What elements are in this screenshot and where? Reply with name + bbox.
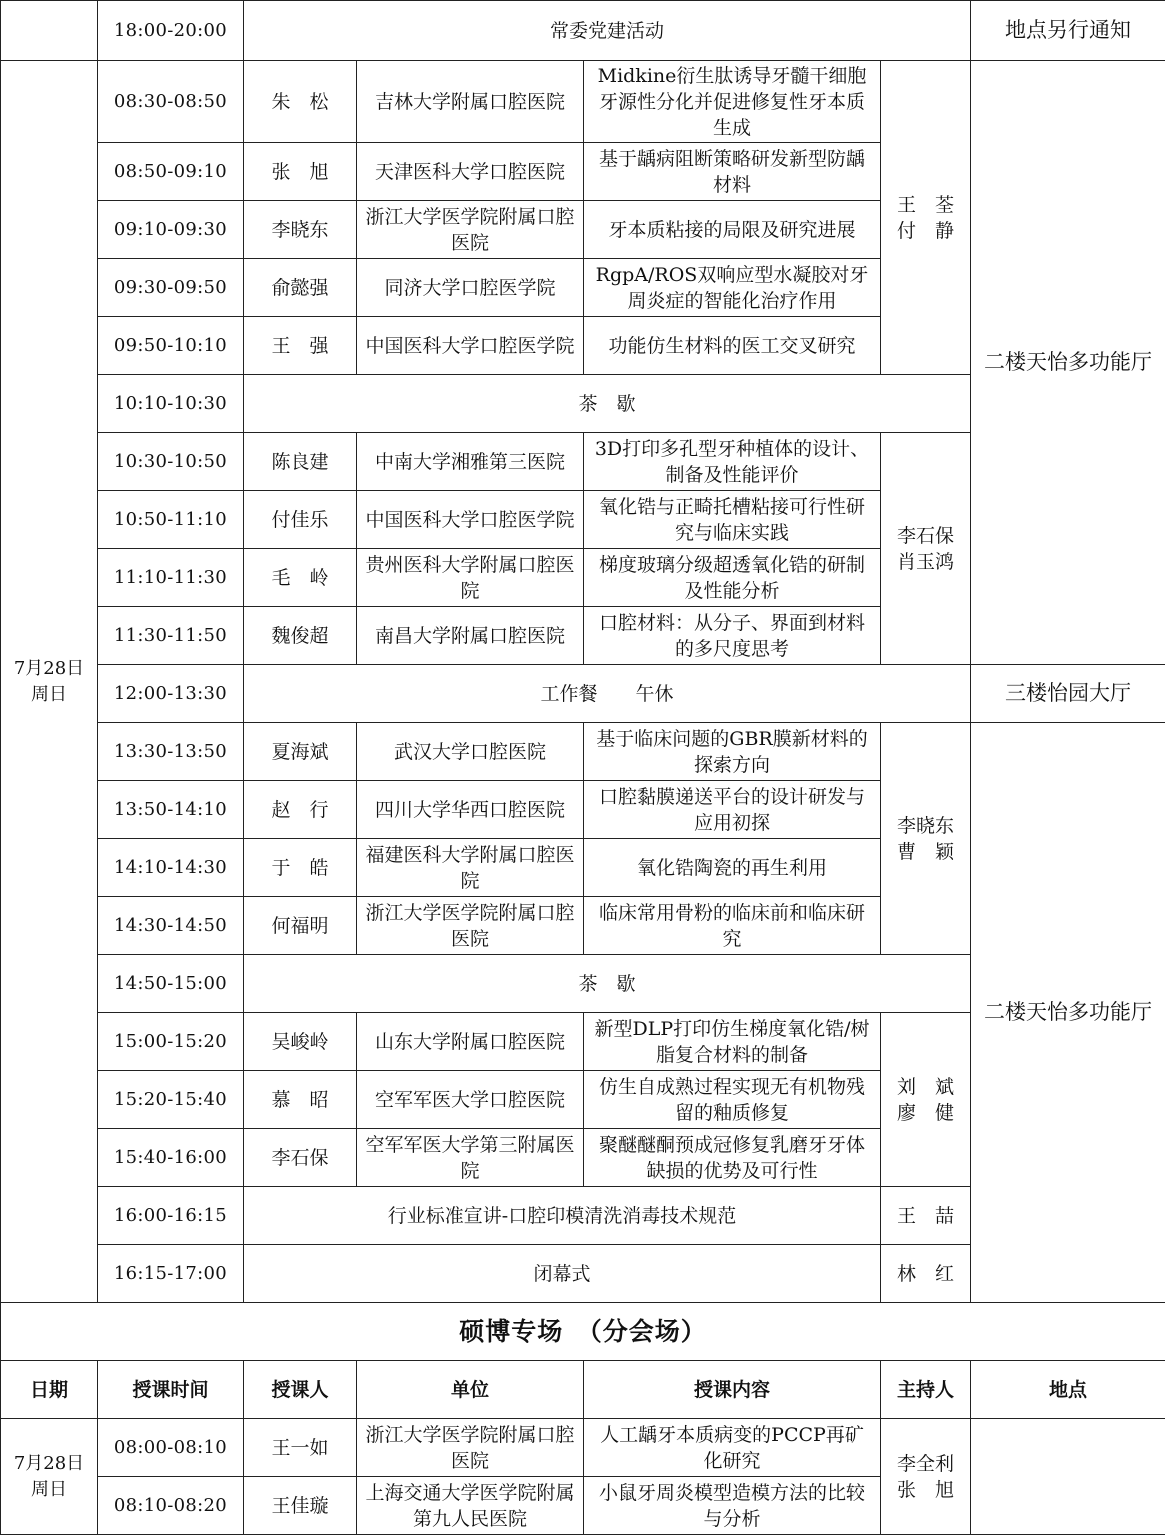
talk-row — [1, 1419, 1165, 1477]
section-title-row — [1, 1303, 1165, 1361]
time-cell: 10:50-11:10 — [98, 491, 244, 549]
talk-row — [1, 61, 1165, 143]
location-cell: 三楼怡园大厅 — [971, 665, 1165, 723]
host-cell: 王 喆 — [881, 1187, 971, 1245]
time-cell: 13:30-13:50 — [98, 723, 244, 781]
topic-cell: 仿生自成熟过程实现无有机物残留的釉质修复 — [584, 1071, 881, 1129]
time-cell: 08:00-08:10 — [98, 1419, 244, 1477]
host-cell: 李晓东 曹 颖 — [881, 723, 971, 955]
time-cell: 15:20-15:40 — [98, 1071, 244, 1129]
speaker-cell: 赵 行 — [244, 781, 357, 839]
topic-cell: 人工龋牙本质病变的PCCP再矿化研究 — [584, 1419, 881, 1477]
session-table — [0, 1302, 1165, 1535]
time-cell: 14:30-14:50 — [98, 897, 244, 955]
unit-cell: 空军军医大学口腔医院 — [357, 1071, 584, 1129]
time-cell: 15:00-15:20 — [98, 1013, 244, 1071]
unit-cell: 南昌大学附属口腔医院 — [357, 607, 584, 665]
standard-label: 行业标准宣讲-口腔印模清洗消毒技术规范 — [244, 1187, 881, 1245]
location-cell: 二楼天怡多功能厅 — [971, 723, 1165, 1303]
event-cell: 常委党建活动 — [244, 1, 971, 61]
topic-cell: 口腔黏膜递送平台的设计研发与应用初探 — [584, 781, 881, 839]
unit-cell: 天津医科大学口腔医院 — [357, 143, 584, 201]
time-cell: 09:30-09:50 — [98, 259, 244, 317]
unit-cell: 中国医科大学口腔医学院 — [357, 491, 584, 549]
header-host: 主持人 — [881, 1361, 971, 1419]
time-cell: 10:10-10:30 — [98, 375, 244, 433]
unit-cell: 浙江大学医学院附属口腔医院 — [357, 1419, 584, 1477]
topic-cell: 聚醚醚酮预成冠修复乳磨牙牙体缺损的优势及可行性 — [584, 1129, 881, 1187]
unit-cell: 浙江大学医学院附属口腔医院 — [357, 201, 584, 259]
unit-cell: 四川大学华西口腔医院 — [357, 781, 584, 839]
speaker-cell: 俞懿强 — [244, 259, 357, 317]
speaker-cell: 吴峻岭 — [244, 1013, 357, 1071]
unit-cell: 浙江大学医学院附属口腔医院 — [357, 897, 584, 955]
topic-cell: 梯度玻璃分级超透氧化锆的研制及性能分析 — [584, 549, 881, 607]
time-cell: 14:50-15:00 — [98, 955, 244, 1013]
speaker-cell: 王佳璇 — [244, 1477, 357, 1535]
lunch-row — [1, 665, 1165, 723]
time-cell: 15:40-16:00 — [98, 1129, 244, 1187]
header-unit: 单位 — [357, 1361, 584, 1419]
speaker-cell: 付佳乐 — [244, 491, 357, 549]
host-cell: 李全利 张 旭 — [881, 1419, 971, 1535]
speaker-cell: 王 强 — [244, 317, 357, 375]
topic-cell: 3D打印多孔型牙种植体的设计、制备及性能评价 — [584, 433, 881, 491]
lunch-label: 工作餐 午休 — [244, 665, 971, 723]
time-cell: 13:50-14:10 — [98, 781, 244, 839]
time-cell: 16:15-17:00 — [98, 1245, 244, 1303]
header-content: 授课内容 — [584, 1361, 881, 1419]
header-time: 授课时间 — [98, 1361, 244, 1419]
location-cell: 地点另行通知 — [971, 1, 1165, 61]
speaker-cell: 于 皓 — [244, 839, 357, 897]
topic-cell: 口腔材料：从分子、界面到材料的多尺度思考 — [584, 607, 881, 665]
header-speaker: 授课人 — [244, 1361, 357, 1419]
speaker-cell: 慕 昭 — [244, 1071, 357, 1129]
speaker-cell: 夏海斌 — [244, 723, 357, 781]
time-cell: 18:00-20:00 — [98, 1, 244, 61]
time-cell: 11:10-11:30 — [98, 549, 244, 607]
location-cell: 二楼天怡多功能厅 — [971, 61, 1165, 665]
speaker-cell: 陈良建 — [244, 433, 357, 491]
topic-cell: RgpA/ROS双响应型水凝胶对牙周炎症的智能化治疗作用 — [584, 259, 881, 317]
time-cell: 09:50-10:10 — [98, 317, 244, 375]
time-cell: 08:10-08:20 — [98, 1477, 244, 1535]
topic-cell: 新型DLP打印仿生梯度氧化锆/树脂复合材料的制备 — [584, 1013, 881, 1071]
topic-cell: 基于临床问题的GBR膜新材料的探索方向 — [584, 723, 881, 781]
topic-cell: 牙本质粘接的局限及研究进展 — [584, 201, 881, 259]
unit-cell: 吉林大学附属口腔医院 — [357, 61, 584, 143]
speaker-cell: 王一如 — [244, 1419, 357, 1477]
section-title: 硕博专场 （分会场） — [1, 1303, 1165, 1361]
topic-cell: 临床常用骨粉的临床前和临床研究 — [584, 897, 881, 955]
unit-cell: 山东大学附属口腔医院 — [357, 1013, 584, 1071]
time-cell: 08:50-09:10 — [98, 143, 244, 201]
speaker-cell: 魏俊超 — [244, 607, 357, 665]
date-cell: 7月28日 周日 — [1, 61, 98, 1303]
unit-cell: 武汉大学口腔医院 — [357, 723, 584, 781]
speaker-cell: 李晓东 — [244, 201, 357, 259]
unit-cell: 空军军医大学第三附属医院 — [357, 1129, 584, 1187]
topic-cell: 小鼠牙周炎模型造模方法的比较与分析 — [584, 1477, 881, 1535]
header-date: 日期 — [1, 1361, 98, 1419]
unit-cell: 中国医科大学口腔医学院 — [357, 317, 584, 375]
break-label: 茶 歇 — [244, 375, 971, 433]
host-cell: 李石保 肖玉鸿 — [881, 433, 971, 665]
time-cell: 11:30-11:50 — [98, 607, 244, 665]
topic-cell: Midkine衍生肽诱导牙髓干细胞牙源性分化并促进修复性牙本质生成 — [584, 61, 881, 143]
date-cell: 7月28日 周日 — [1, 1419, 98, 1535]
speaker-cell: 朱 松 — [244, 61, 357, 143]
topic-cell: 功能仿生材料的医工交叉研究 — [584, 317, 881, 375]
unit-cell: 福建医科大学附属口腔医院 — [357, 839, 584, 897]
host-cell: 刘 斌 廖 健 — [881, 1013, 971, 1187]
unit-cell: 贵州医科大学附属口腔医院 — [357, 549, 584, 607]
closing-label: 闭幕式 — [244, 1245, 881, 1303]
host-cell: 林 红 — [881, 1245, 971, 1303]
header-location: 地点 — [971, 1361, 1165, 1419]
topic-cell: 氧化锆陶瓷的再生利用 — [584, 839, 881, 897]
header-row — [1, 1361, 1165, 1419]
time-cell: 08:30-08:50 — [98, 61, 244, 143]
time-cell: 10:30-10:50 — [98, 433, 244, 491]
time-cell: 12:00-13:30 — [98, 665, 244, 723]
blank-date-cell — [1, 1, 98, 61]
unit-cell: 上海交通大学医学院附属第九人民医院 — [357, 1477, 584, 1535]
speaker-cell: 李石保 — [244, 1129, 357, 1187]
host-cell: 王 荃 付 静 — [881, 61, 971, 375]
unit-cell: 同济大学口腔医学院 — [357, 259, 584, 317]
topic-cell: 氧化锆与正畸托槽粘接可行性研究与临床实践 — [584, 491, 881, 549]
speaker-cell: 毛 岭 — [244, 549, 357, 607]
unit-cell: 中南大学湘雅第三医院 — [357, 433, 584, 491]
topic-cell: 基于龋病阻断策略研发新型防龋材料 — [584, 143, 881, 201]
break-label: 茶 歇 — [244, 955, 971, 1013]
speaker-cell: 何福明 — [244, 897, 357, 955]
time-cell: 09:10-09:30 — [98, 201, 244, 259]
talk-row — [1, 723, 1165, 781]
schedule-row — [1, 1, 1165, 61]
time-cell: 16:00-16:15 — [98, 1187, 244, 1245]
speaker-cell: 张 旭 — [244, 143, 357, 201]
location-cell — [971, 1419, 1165, 1535]
time-cell: 14:10-14:30 — [98, 839, 244, 897]
